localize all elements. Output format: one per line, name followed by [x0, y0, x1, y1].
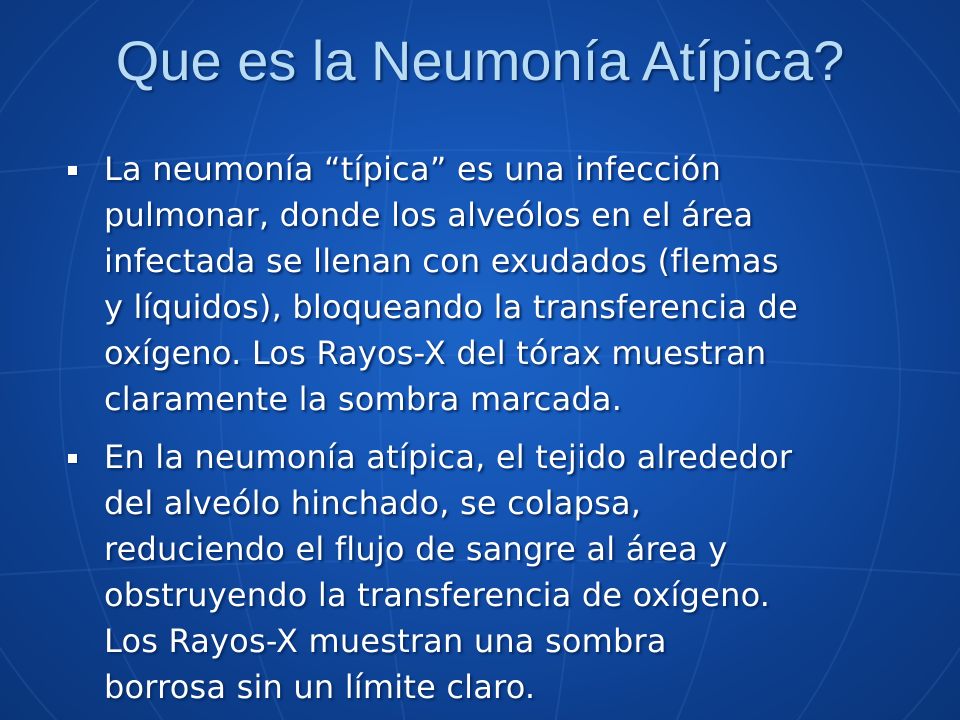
bullet-line: obstruyendo la transferencia de oxígeno.	[104, 576, 771, 614]
bullet-item-1	[60, 146, 920, 422]
bullet-line: claramente la sombra marcada.	[104, 380, 623, 418]
bullet-line: pulmonar, donde los alveólos en el área	[104, 196, 754, 234]
bullet-line: En la neumonía atípica, el tejido alrededor	[104, 438, 793, 476]
slide-title: Que es la Neumonía Atípica?	[115, 29, 845, 92]
bullet-line: infectada se llenan con exudados (flemas	[104, 242, 779, 280]
bullet-line: La neumonía “típica” es una infección	[104, 150, 722, 188]
bullet-line: Los Rayos-X muestran una sombra	[104, 622, 667, 660]
bullet-line: del alveólo hinchado, se colapsa,	[104, 484, 642, 522]
bullet-line: y líquidos), bloqueando la transferencia de	[104, 288, 798, 326]
square-bullet-icon	[68, 454, 77, 463]
square-bullet-icon	[68, 166, 77, 175]
bullet-list	[60, 146, 920, 720]
bullet-line: oxígeno. Los Rayos-X del tórax muestran	[104, 334, 767, 372]
bullet-line: borrosa sin un límite claro.	[104, 668, 536, 706]
bullet-item-2	[60, 434, 920, 710]
bullet-line: reduciendo el flujo de sangre al área y	[104, 530, 728, 568]
